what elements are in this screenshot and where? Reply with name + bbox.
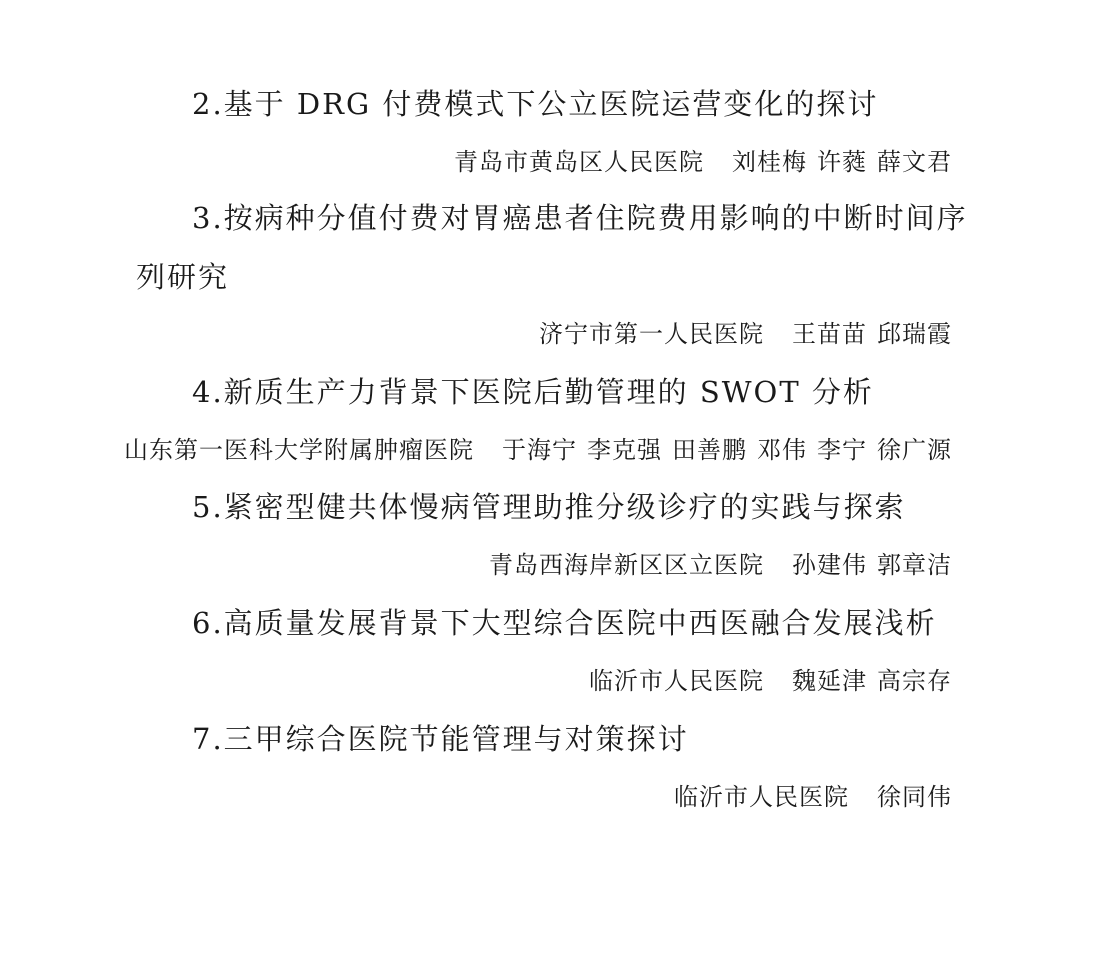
author-name: 郭章洁: [877, 551, 952, 579]
entry-byline: [674, 785, 952, 809]
entry-byline: [589, 669, 952, 693]
author-name: 李宁: [817, 436, 867, 464]
author-name: 李克强: [587, 436, 662, 464]
author-name: 邓伟: [757, 436, 807, 464]
entry-byline: [489, 553, 952, 577]
author-name: 王苗苗: [792, 320, 867, 348]
entry-byline: [454, 150, 952, 174]
entry-title: 3.按病种分值付费对胃癌患者住院费用影响的中断时间序: [192, 201, 968, 235]
author-name: 邱瑞霞: [877, 320, 952, 348]
author-name: 徐广源: [877, 436, 952, 464]
entry-title-continuation: 列研究: [136, 260, 230, 294]
author-name: 田善鹏: [672, 436, 747, 464]
institution-name: 青岛市黄岛区人民医院: [454, 148, 704, 176]
author-name: 于海宁: [502, 436, 577, 464]
institution-name: 山东第一医科大学附属肿瘤医院: [124, 436, 474, 464]
institution-name: 青岛西海岸新区区立医院: [489, 551, 764, 579]
entry-title: 2.基于 DRG 付费模式下公立医院运营变化的探讨: [192, 87, 879, 121]
institution-name: 临沂市人民医院: [589, 667, 764, 695]
entry-byline: [539, 322, 952, 346]
entry-title: 5.紧密型健共体慢病管理助推分级诊疗的实践与探索: [192, 490, 906, 524]
entry-byline: [124, 438, 952, 462]
entry-title: 6.高质量发展背景下大型综合医院中西医融合发展浅析: [192, 606, 937, 640]
author-name: 魏延津: [792, 667, 867, 695]
author-name: 高宗存: [877, 667, 952, 695]
entry-title: 4.新质生产力背景下医院后勤管理的 SWOT 分析: [192, 375, 874, 409]
author-name: 刘桂梅: [732, 148, 807, 176]
entry-title: 7.三甲综合医院节能管理与对策探讨: [192, 722, 689, 756]
author-name: 薛文君: [877, 148, 952, 176]
author-name: 徐同伟: [877, 783, 952, 811]
author-name: 许蕤: [817, 148, 867, 176]
author-name: 孙建伟: [792, 551, 867, 579]
institution-name: 临沂市人民医院: [674, 783, 849, 811]
institution-name: 济宁市第一人民医院: [539, 320, 764, 348]
